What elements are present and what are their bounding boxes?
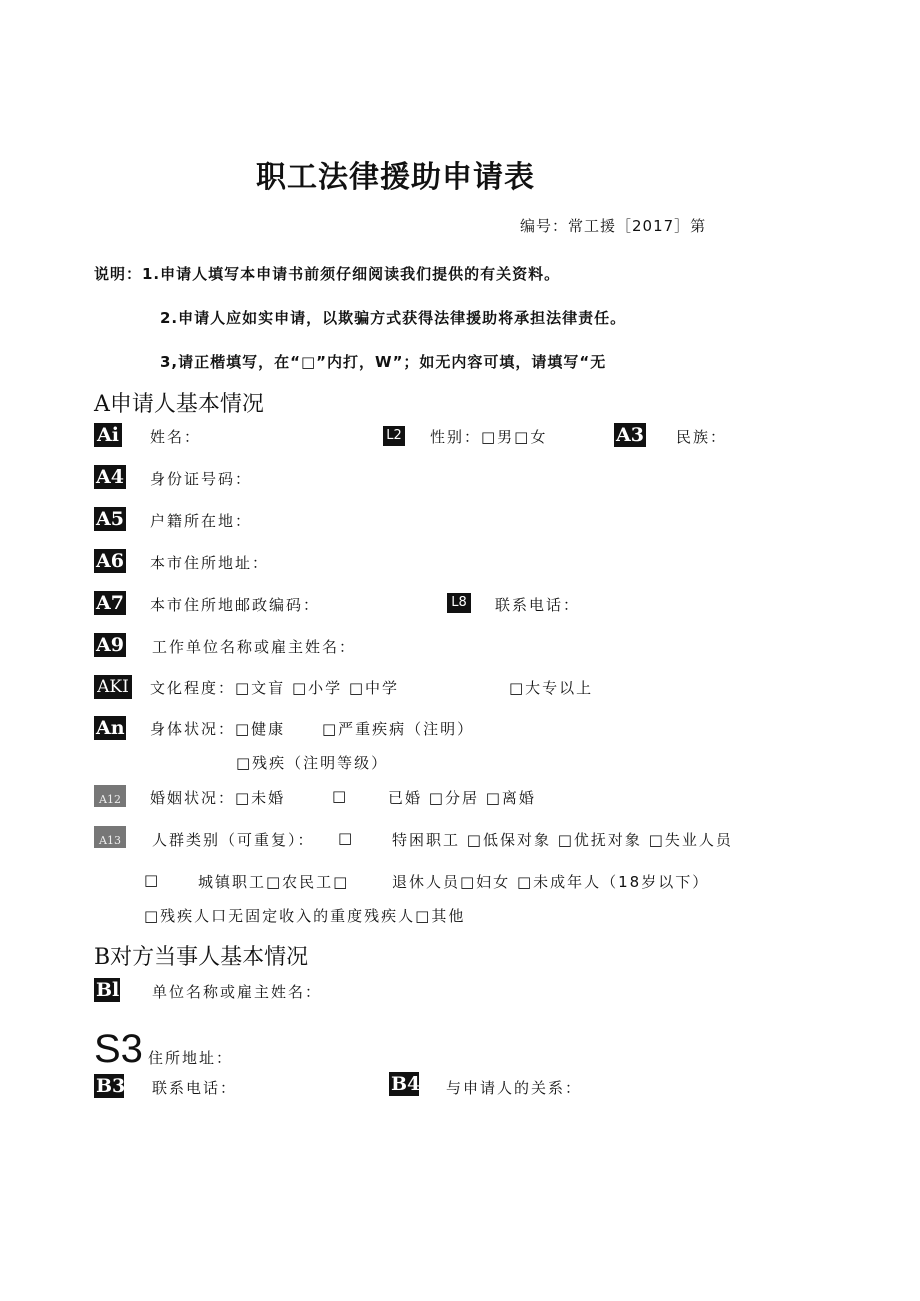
note-2: 2.申请人应如实申请，以欺骗方式获得法律援助将承担法律责任。 — [160, 309, 627, 327]
a13-label-2: □ — [338, 829, 355, 847]
a13-label-6: 退休人员□妇女 □未成年人（18岁以下） — [392, 873, 710, 891]
a12-code: A12 — [94, 785, 126, 807]
form-number-label: 编号：常工援［2017］第 — [520, 217, 707, 235]
a6-code: A6 — [94, 549, 126, 573]
b2-code: S3 — [94, 1027, 143, 1071]
a4-code: A4 — [94, 465, 126, 489]
a4-label: 身份证号码： — [150, 470, 253, 488]
a13-label-7: □残疾人口无固定收入的重度残疾人□其他 — [144, 907, 466, 925]
b2-label: 住所地址： — [148, 1049, 234, 1067]
a11-code: An — [96, 717, 125, 739]
b3-label: 联系电话： — [152, 1079, 238, 1097]
a5-code: A5 — [94, 507, 126, 531]
a3-label: 民族： — [676, 428, 728, 446]
a8-label: 联系电话： — [495, 596, 581, 614]
b1-label: 单位名称或雇主姓名： — [152, 983, 323, 1001]
a9-label: 工作单位名称或雇主姓名： — [152, 638, 357, 656]
section-a-title: A申请人基本情况 — [94, 392, 264, 417]
a12-label-3: 已婚 □分居 □离婚 — [388, 789, 536, 807]
a13-label-3: 特困职工 □低保对象 □优抚对象 □失业人员 — [392, 831, 733, 849]
a1-code: Ai — [94, 423, 122, 447]
a11-label-2: □严重疾病（注明） — [322, 720, 475, 738]
a6-label: 本市住所地址： — [150, 554, 270, 572]
a13-label: 人群类别（可重复）： — [152, 831, 315, 849]
section-b-title: B对方当事人基本情况 — [94, 945, 309, 970]
a7-label: 本市住所地邮政编码： — [150, 596, 321, 614]
a3-code: A3 — [614, 423, 646, 447]
note-1: 说明：1.申请人填写本申请书前须仔细阅读我们提供的有关资料。 — [94, 265, 561, 283]
form-title: 职工法律援助申请表 — [256, 160, 535, 195]
a5-label: 户籍所在地： — [150, 512, 253, 530]
a8-code: L8 — [447, 593, 471, 613]
b4-code: B4 — [391, 1073, 421, 1095]
a12-label: 婚姻状况：□未婚 — [150, 789, 286, 807]
b3-code: B3 — [96, 1075, 126, 1097]
a11-label: 身体状况：□健康 — [150, 720, 286, 738]
a2-code: L2 — [383, 426, 405, 446]
a10-label-2: □大专以上 — [509, 679, 594, 697]
a13-label-5: 城镇职工□农民工□ — [198, 873, 350, 891]
a11-label-3: □残疾（注明等级） — [236, 754, 389, 772]
a10-label: 文化程度：□文盲 □小学 □中学 — [150, 679, 400, 697]
b1-code: Bl — [96, 979, 120, 1001]
a10-code: AKI — [94, 675, 132, 699]
a13-code: A13 — [94, 826, 126, 848]
a2-label: 性别：□男□女 — [430, 428, 548, 446]
a7-code: A7 — [94, 591, 126, 615]
a1-label: 姓名： — [150, 428, 202, 446]
note-3: 3,请正楷填写，在“□”内打，W”；如无内容可填，请填写“无 — [160, 353, 607, 371]
b4-label: 与申请人的关系： — [446, 1079, 583, 1097]
a13-label-4: □ — [144, 871, 161, 889]
a9-code: A9 — [94, 633, 126, 657]
a12-label-2: □ — [332, 787, 349, 805]
